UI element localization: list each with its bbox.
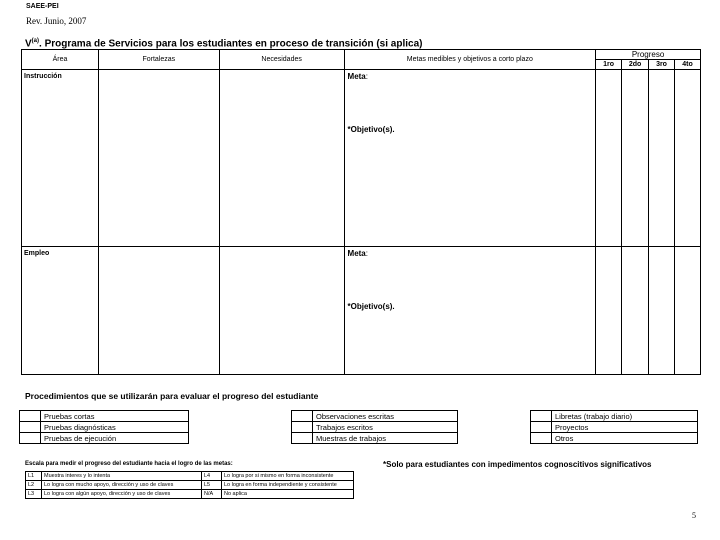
procedures-group-1 bbox=[19, 410, 189, 444]
col-needs: Necesidades bbox=[219, 50, 344, 70]
scale-desc: Lo logra con mucho apoyo, dirección y uso de claves bbox=[42, 481, 202, 490]
table-row bbox=[26, 490, 354, 499]
checkbox[interactable] bbox=[20, 422, 41, 433]
checkbox[interactable] bbox=[20, 433, 41, 444]
col-goals: Metas medibles y objetivos a corto plazo bbox=[344, 50, 596, 70]
transition-services-table bbox=[21, 49, 701, 375]
scale-desc: Muestra interes y lo intenta bbox=[42, 472, 202, 481]
meta-label: Meta: bbox=[347, 249, 368, 258]
col-progress: Progreso bbox=[596, 50, 701, 60]
objective-label: *Objetivo(s). bbox=[347, 302, 395, 311]
scale-desc: Lo logra en forma independiente y consistente bbox=[222, 481, 354, 490]
scale-code: L1 bbox=[26, 472, 42, 481]
progress-q1: 1ro bbox=[596, 60, 622, 70]
checkbox[interactable] bbox=[292, 422, 313, 433]
scale-code: L3 bbox=[26, 490, 42, 499]
progress-scale-table bbox=[25, 471, 354, 499]
checkbox[interactable] bbox=[292, 433, 313, 444]
option-label: Otros bbox=[552, 433, 698, 444]
option-label: Trabajos escritos bbox=[313, 422, 458, 433]
needs-cell[interactable] bbox=[219, 70, 344, 247]
needs-cell[interactable] bbox=[219, 247, 344, 375]
scale-desc: Lo logra con algún apoyo, dirección y uso de claves bbox=[42, 490, 202, 499]
scale-title: Escala para medir el progreso del estudiante hacia el logro de las metas: bbox=[25, 461, 233, 467]
area-empleo: Empleo bbox=[22, 247, 99, 375]
table-row bbox=[26, 481, 354, 490]
option-label: Observaciones escritas bbox=[313, 411, 458, 422]
progress-cell[interactable] bbox=[622, 70, 649, 247]
checkbox[interactable] bbox=[531, 422, 552, 433]
objective-label: *Objetivo(s). bbox=[347, 125, 395, 134]
option-label: Libretas (trabajo diario) bbox=[552, 411, 698, 422]
option-label: Pruebas cortas bbox=[41, 411, 189, 422]
revision-date: Rev. Junio, 2007 bbox=[26, 16, 87, 26]
scale-desc: Lo logra por si mismo en forma inconsistente bbox=[222, 472, 354, 481]
goals-cell[interactable] bbox=[344, 70, 596, 247]
strengths-cell[interactable] bbox=[98, 247, 219, 375]
form-code: SAEE-PEI bbox=[26, 3, 59, 10]
option-label: Pruebas de ejecución bbox=[41, 433, 189, 444]
option-label: Pruebas diagnósticas bbox=[41, 422, 189, 433]
checkbox[interactable] bbox=[292, 411, 313, 422]
option-label: Proyectos bbox=[552, 422, 698, 433]
col-strengths: Fortalezas bbox=[98, 50, 219, 70]
checkbox[interactable] bbox=[531, 433, 552, 444]
cognitive-note: *Solo para estudiantes con impedimentos cognoscitivos significativos bbox=[383, 460, 652, 469]
section-title: $V^{(a)}$. Programa de Servicios para los estudiantes en proceso de transición (si aplica) bbox=[25, 38, 423, 50]
area-instruccion: Instrucción bbox=[22, 70, 99, 247]
col-area: Área bbox=[22, 50, 99, 70]
procedures-group-3 bbox=[530, 410, 698, 444]
option-label: Muestras de trabajos bbox=[313, 433, 458, 444]
progress-cell[interactable] bbox=[649, 70, 675, 247]
progress-cell[interactable] bbox=[649, 247, 675, 375]
checkbox[interactable] bbox=[531, 411, 552, 422]
progress-q3: 3ro bbox=[649, 60, 675, 70]
progress-cell[interactable] bbox=[596, 70, 622, 247]
strengths-cell[interactable] bbox=[98, 70, 219, 247]
scale-code: L2 bbox=[26, 481, 42, 490]
page-number: 5 bbox=[692, 511, 696, 520]
procedures-title: Procedimientos que se utilizarán para evaluar el progreso del estudiante bbox=[25, 391, 319, 401]
scale-desc: No aplica bbox=[222, 490, 354, 499]
progress-cell[interactable] bbox=[675, 70, 701, 247]
scale-code: N/A bbox=[202, 490, 222, 499]
checkbox[interactable] bbox=[20, 411, 41, 422]
progress-cell[interactable] bbox=[675, 247, 701, 375]
progress-cell[interactable] bbox=[622, 247, 649, 375]
progress-q2: 2do bbox=[622, 60, 649, 70]
scale-code: L4 bbox=[202, 472, 222, 481]
table-row bbox=[22, 247, 701, 375]
goals-cell[interactable] bbox=[344, 247, 596, 375]
progress-q4: 4to bbox=[675, 60, 701, 70]
table-row bbox=[26, 472, 354, 481]
table-row bbox=[22, 70, 701, 247]
procedures-group-2 bbox=[291, 410, 458, 444]
meta-label: Meta: bbox=[347, 72, 368, 81]
scale-code: L5 bbox=[202, 481, 222, 490]
progress-cell[interactable] bbox=[596, 247, 622, 375]
